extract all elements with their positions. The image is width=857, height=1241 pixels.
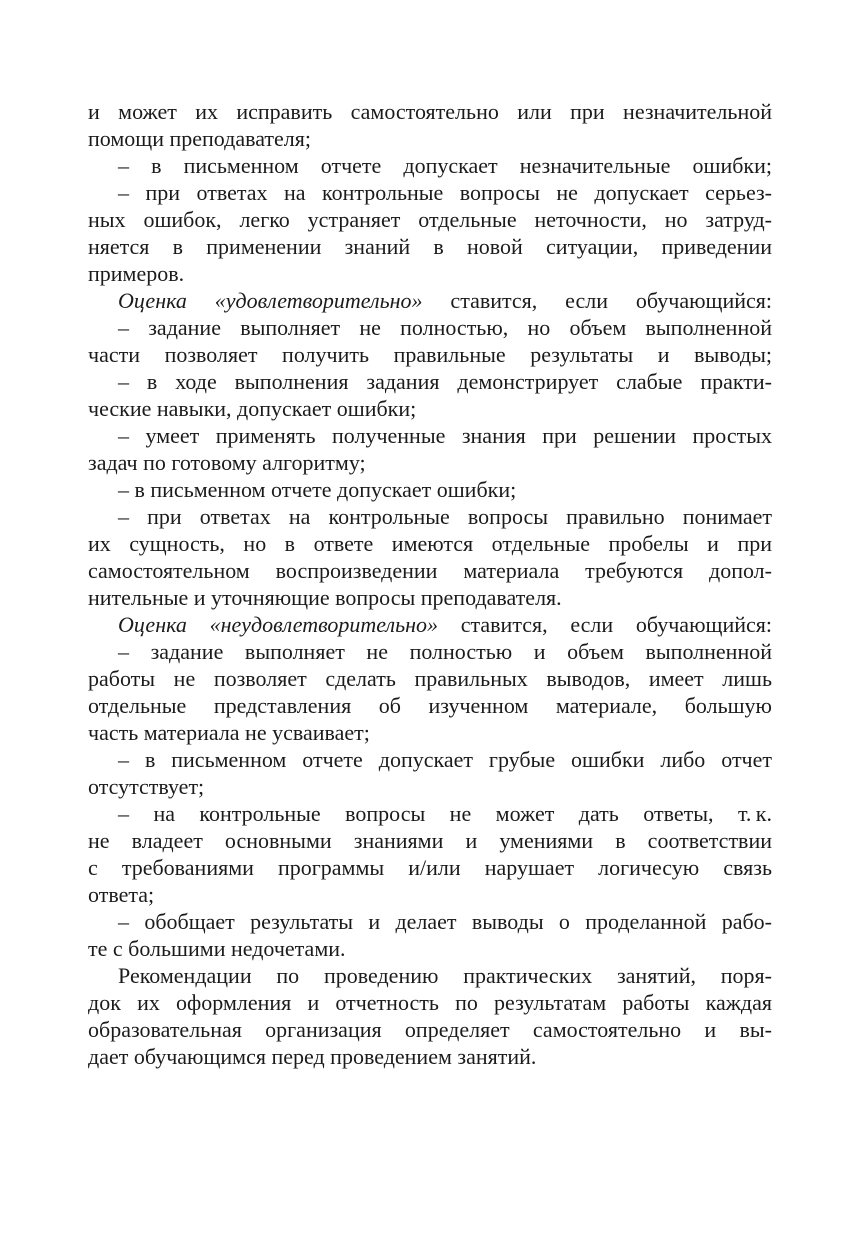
text-line: самостоятельном воспроизведении материала требуются допол- [88,558,772,583]
text-line: не владеет основными знаниями и умениями в соответствии [88,828,772,853]
text-line: – при ответах на контрольные вопросы не допускает серьез- [118,180,772,205]
paragraph [88,287,772,314]
text-segment: ставится, если обучающийся: [422,288,772,313]
text-line: и может их исправить самостоятельно или при незначительной [88,99,772,124]
paragraph [88,962,772,1070]
paragraph [88,179,772,287]
text-line [88,611,772,638]
text-line: образовательная организация определяет самостоятельно и вы- [88,1017,772,1042]
text-line: – в письменном отчете допускает незначительные ошибки; [118,153,772,178]
grade-label-italic: Оценка «неудовлетворительно» [118,612,439,637]
text-line: работы не позволяет сделать правильных выводов, имеет лишь [88,666,772,691]
text-segment: ставится, если обучающийся: [438,612,772,637]
paragraph [88,746,772,800]
text-block [88,98,772,1070]
text-line: их сущность, но в ответе имеются отдельные пробелы и при [88,531,772,556]
text-line: дает обучающимся перед проведением занятий. [88,1044,537,1069]
paragraph [88,314,772,368]
paragraph [88,800,772,908]
text-line: помощи преподавателя; [88,126,312,151]
paragraph [88,638,772,746]
text-line: с требованиями программы и/или нарушает логичесую связь [88,855,772,880]
text-line: – в письменном отчете допускает грубые ошибки либо отчет [118,747,772,772]
text-line: няется в применении знаний в новой ситуации, приведении [88,234,772,259]
text-line: – задание выполняет не полностью и объем выполненной [118,639,772,664]
paragraph [88,152,772,179]
text-line [88,287,772,314]
text-line: ответа; [88,882,155,907]
paragraph [88,422,772,476]
text-line: часть материала не усваивает; [88,720,370,745]
text-line: части позволяет получить правильные результаты и выводы; [88,342,772,367]
text-line: задач по готовому алгоритму; [88,450,366,475]
text-line: – в ходе выполнения задания демонстрирует слабые практи- [118,369,772,394]
text-line: – в письменном отчете допускает ошибки; [118,477,517,502]
paragraph [88,98,772,152]
text-line: нительные и уточняющие вопросы преподавателя. [88,585,562,610]
text-line: примеров. [88,261,185,286]
text-line: – при ответах на контрольные вопросы правильно понимает [118,504,772,529]
paragraph [88,368,772,422]
grade-label-italic: Оценка «удовлетворительно» [118,288,423,313]
text-line: – на контрольные вопросы не может дать ответы, т. к. [118,801,772,826]
paragraph [88,611,772,638]
text-line: отсутствует; [88,774,205,799]
paragraph [88,503,772,611]
text-line: ных ошибок, легко устраняет отдельные неточности, но затруд- [88,207,772,232]
text-line: – задание выполняет не полностью, но объем выполненной [118,315,772,340]
text-line: отдельные представления об изученном материале, большую [88,693,772,718]
text-line: те с большими недочетами. [88,936,346,961]
paragraph [88,908,772,962]
text-line: док их оформления и отчетность по результатам работы каждая [88,990,772,1015]
text-line: ческие навыки, допускает ошибки; [88,396,417,421]
text-line: – обобщает результаты и делает выводы о проделанной рабо- [118,909,772,934]
text-line: Рекомендации по проведению практических занятий, поря- [118,963,772,988]
text-line: – умеет применять полученные знания при решении простых [118,423,772,448]
paragraph [88,476,772,503]
